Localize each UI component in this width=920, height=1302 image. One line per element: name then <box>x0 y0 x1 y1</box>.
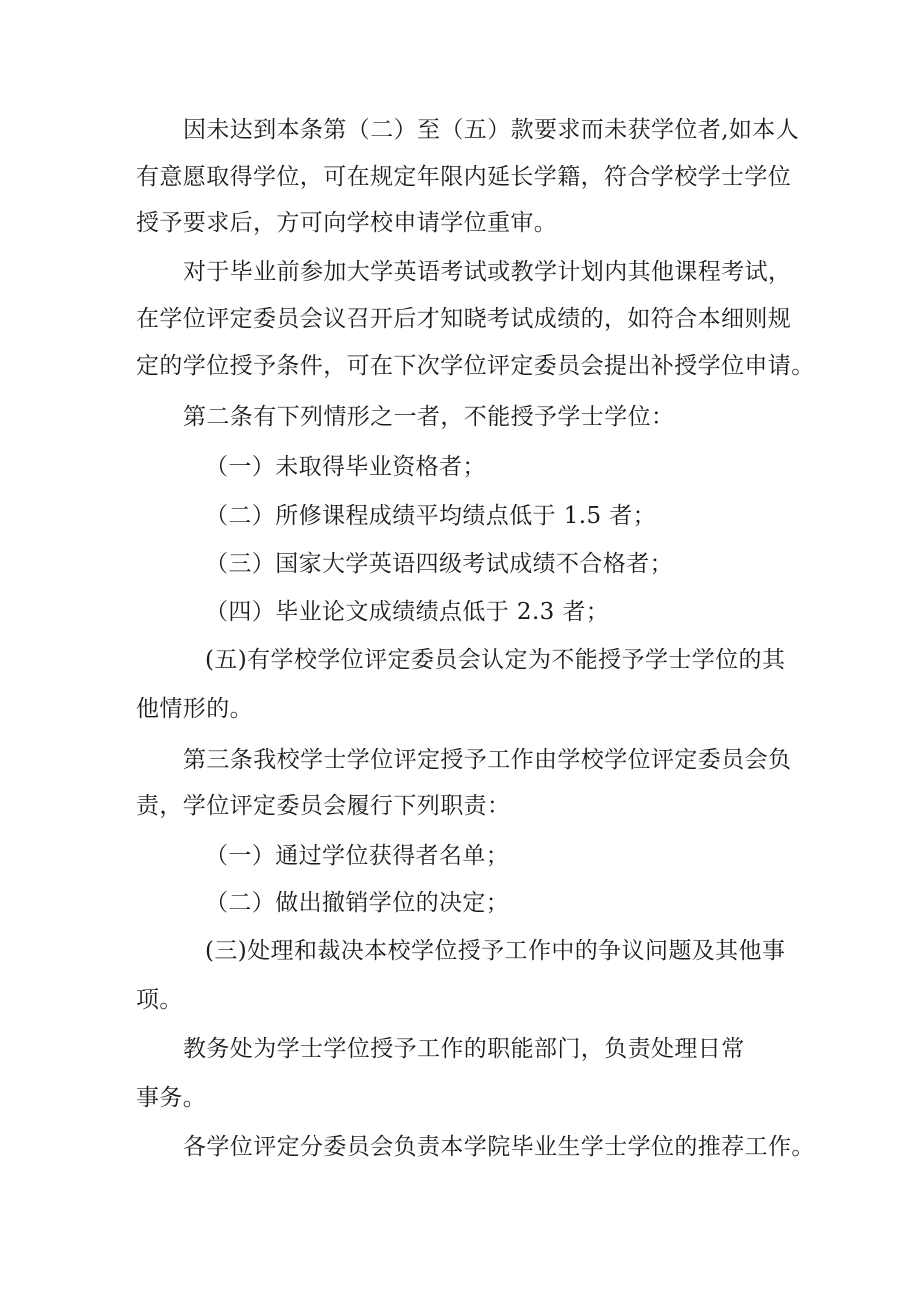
text-line: (五)有学校学位评定委员会认定为不能授予学士学位的其 <box>205 647 786 673</box>
text-line: 各学位评定分委员会负责本学院毕业生学士学位的推荐工作。 <box>183 1134 815 1160</box>
text-line: 事务。 <box>136 1085 207 1111</box>
text-line: 因未达到本条第（二）至（五）款要求而未获学位者,如本人 <box>183 117 800 143</box>
text-line: 在学位评定委员会议召开后才知晓考试成绩的，如符合本细则规 <box>136 306 792 332</box>
text-line: （四）毕业论文成绩绩点低于 2.3 者； <box>205 599 610 625</box>
text-line: (三)处理和裁决本校学位授予工作中的争议问题及其他事 <box>205 938 786 964</box>
text-line: （一）未取得毕业资格者； <box>205 454 486 480</box>
text-line: 对于毕业前参加大学英语考试或教学计划内其他课程考试， <box>183 259 792 285</box>
text-line: （三）国家大学英语四级考试成绩不合格者； <box>205 551 673 577</box>
text-line: 有意愿取得学位，可在规定年限内延长学籍，符合学校学士学位 <box>136 164 792 190</box>
text-line: 定的学位授予条件，可在下次学位评定委员会提出补授学位申请。 <box>136 353 815 379</box>
text-line: 教务处为学士学位授予工作的职能部门，负责处理日常 <box>183 1036 745 1062</box>
text-line: 第三条我校学士学位评定授予工作由学校学位评定委员会负 <box>183 747 792 773</box>
text-line: 他情形的。 <box>136 696 253 722</box>
text-line: （二）所修课程成绩平均绩点低于 1.5 者； <box>205 503 656 529</box>
text-line: 责，学位评定委员会履行下列职责： <box>136 793 511 819</box>
text-line: （一）通过学位获得者名单； <box>205 843 510 869</box>
text-line: 第二条有下列情形之一者，不能授予学士学位： <box>183 404 675 430</box>
text-line: 项。 <box>136 987 183 1013</box>
text-line: （二）做出撤销学位的决定； <box>205 890 510 916</box>
text-line: 授予要求后，方可向学校申请学位重审。 <box>136 210 558 236</box>
